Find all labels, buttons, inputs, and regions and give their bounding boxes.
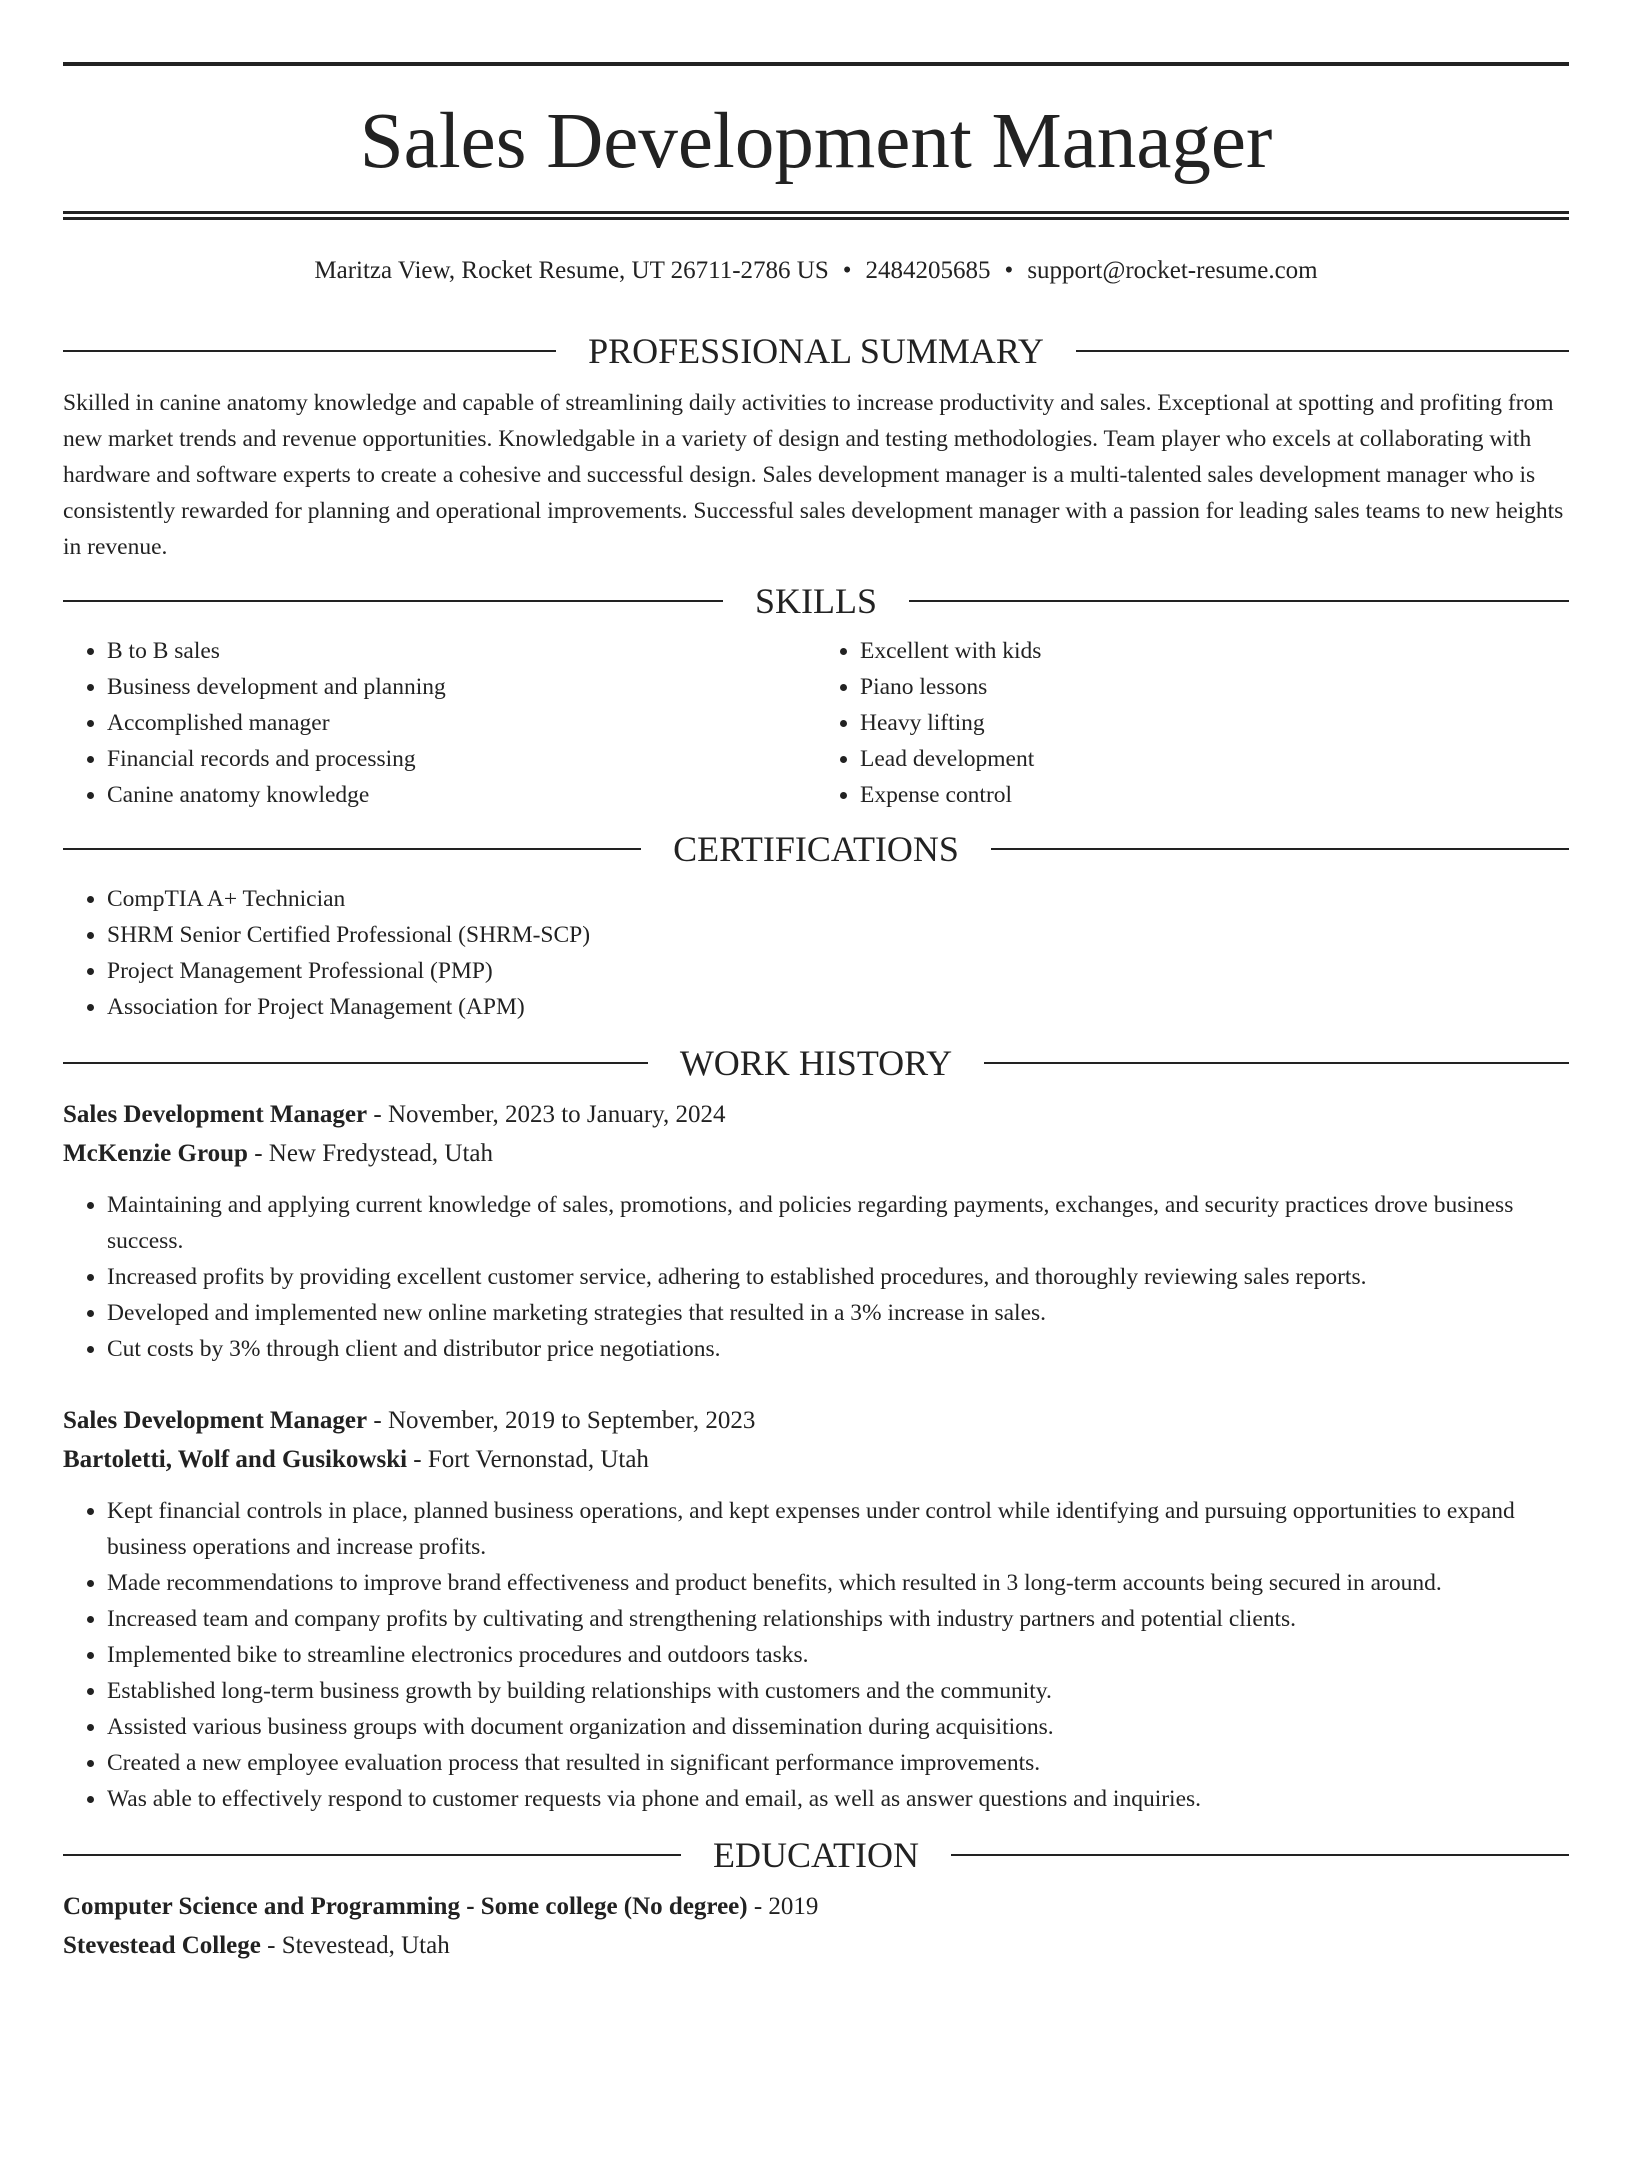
skill-item: • Accomplished manager [107,705,816,741]
job-company: Bartoletti, Wolf and Gusikowski [63,1446,408,1473]
contact-separator: • [842,257,852,284]
job-location: - New Fredystead, Utah [247,1140,494,1167]
work-heading: WORK HISTORY [679,1043,953,1083]
skills-heading: SKILLS [755,581,878,621]
job-title-line [63,1401,1569,1440]
job-bullet: • Made recommendations to improve brand effectiveness and product benefits, which resulted in 3 long-term accounts being secured in around. [107,1565,1569,1601]
resume-page [0,62,1632,2174]
job-bullets [63,1493,1569,1817]
job-dates: - November, 2023 to January, 2024 [367,1101,726,1128]
contact-email: support@rocket-resume.com [1027,257,1318,284]
skill-item: • Heavy lifting [860,705,1569,741]
education-entry [63,1887,1569,1965]
education-degree-line [63,1887,1569,1926]
contact-separator: • [1004,257,1014,284]
heading-rule [984,1062,1569,1064]
job-bullet: • Cut costs by 3% through client and distributor price negotiations. [107,1331,1569,1367]
heading-rule [63,350,556,352]
job-bullet: • Established long-term business growth by building relationships with customers and the community. [107,1673,1569,1709]
heading-rule [909,600,1569,602]
title-double-rule [63,211,1569,220]
skill-item: • Financial records and processing [107,741,816,777]
certification-item: • Project Management Professional (PMP) [107,953,1569,989]
skill-item: • Piano lessons [860,669,1569,705]
heading-rule [63,1854,681,1856]
certification-item: • SHRM Senior Certified Professional (SHRM-SCP) [107,917,1569,953]
page-title: Sales Development Manager [359,98,1273,185]
job-bullet: • Increased team and company profits by cultivating and strengthening relationships with industry partners and potential clients. [107,1601,1569,1637]
certifications-list [63,881,1569,1025]
heading-rule [951,1854,1569,1856]
education-school-line [63,1926,1569,1965]
certification-item: • Association for Project Management (APM) [107,989,1569,1025]
work-section-heading [63,1045,1569,1081]
skill-item: • Expense control [860,777,1569,813]
skills-grid [63,633,1569,813]
job-bullet: • Kept financial controls in place, planned business operations, and kept expenses under control while identifying and pursuing opportunities to expand business operations and increase profits. [107,1493,1569,1565]
heading-rule [991,848,1569,850]
job-title: Sales Development Manager [63,1407,368,1434]
heading-rule [63,1062,648,1064]
job-bullet: • Implemented bike to streamline electronics procedures and outdoors tasks. [107,1637,1569,1673]
job-dates: - November, 2019 to September, 2023 [367,1407,756,1434]
summary-heading: PROFESSIONAL SUMMARY [588,331,1044,371]
heading-rule [63,600,723,602]
heading-rule [1076,350,1569,352]
summary-section-heading [63,333,1569,369]
contact-line [63,256,1569,286]
job-bullet: • Maintaining and applying current knowledge of sales, promotions, and policies regarding payments, exchanges, and security practices drove business success. [107,1187,1569,1259]
job-entry [63,1095,1569,1367]
skill-item: • Excellent with kids [860,633,1569,669]
skills-list-right [816,633,1569,813]
job-location: - Fort Vernonstad, Utah [407,1446,649,1473]
education-location: - Stevestead, Utah [260,1932,450,1959]
skill-item: • B to B sales [107,633,816,669]
job-bullet: • Created a new employee evaluation process that resulted in significant performance improvements. [107,1745,1569,1781]
job-entry [63,1401,1569,1817]
education-year: - 2019 [747,1893,819,1920]
skills-list-left [63,633,816,813]
job-title: Sales Development Manager [63,1101,368,1128]
education-heading: EDUCATION [713,1835,919,1875]
skill-item: • Lead development [860,741,1569,777]
skill-item: • Business development and planning [107,669,816,705]
job-bullets [63,1187,1569,1367]
certification-item: • CompTIA A+ Technician [107,881,1569,917]
job-bullet: • Was able to effectively respond to customer requests via phone and email, as well as answer questions and inquiries. [107,1781,1569,1817]
job-bullet: • Developed and implemented new online marketing strategies that resulted in a 3% increase in sales. [107,1295,1569,1331]
contact-phone: 2484205685 [865,257,991,284]
job-company: McKenzie Group [63,1140,248,1167]
skills-section-heading [63,583,1569,619]
skill-item: • Canine anatomy knowledge [107,777,816,813]
job-company-line [63,1134,1569,1173]
job-bullet: • Increased profits by providing excellent customer service, adhering to established procedures, and thoroughly reviewing sales reports. [107,1259,1569,1295]
certifications-heading: CERTIFICATIONS [673,829,959,869]
summary-text: Skilled in canine anatomy knowledge and capable of streamlining daily activities to increase productivity and sales. Exceptional at spotting and profiting from new market trends and revenue opportunities. Knowledgable in a variety of design and testing methodologies. Team player who excels at collaborating with hardware and software experts to create a cohesive and successful design. Sales development manager is a multi-talented sales development manager who is consistently rewarded for planning and operational improvements. Successful sales development manager with a passion for leading sales teams to new heights in revenue. [63,390,1564,560]
contact-address: Maritza View, Rocket Resume, UT 26711-2786 US [314,257,829,284]
education-school: Stevestead College [63,1932,261,1959]
heading-rule [63,848,641,850]
job-bullet: • Assisted various business groups with document organization and dissemination during acquisitions. [107,1709,1569,1745]
education-degree: Computer Science and Programming - Some college (No degree) [63,1893,748,1920]
job-company-line [63,1440,1569,1479]
education-section-heading [63,1837,1569,1873]
job-title-line [63,1095,1569,1134]
certifications-section-heading [63,831,1569,867]
